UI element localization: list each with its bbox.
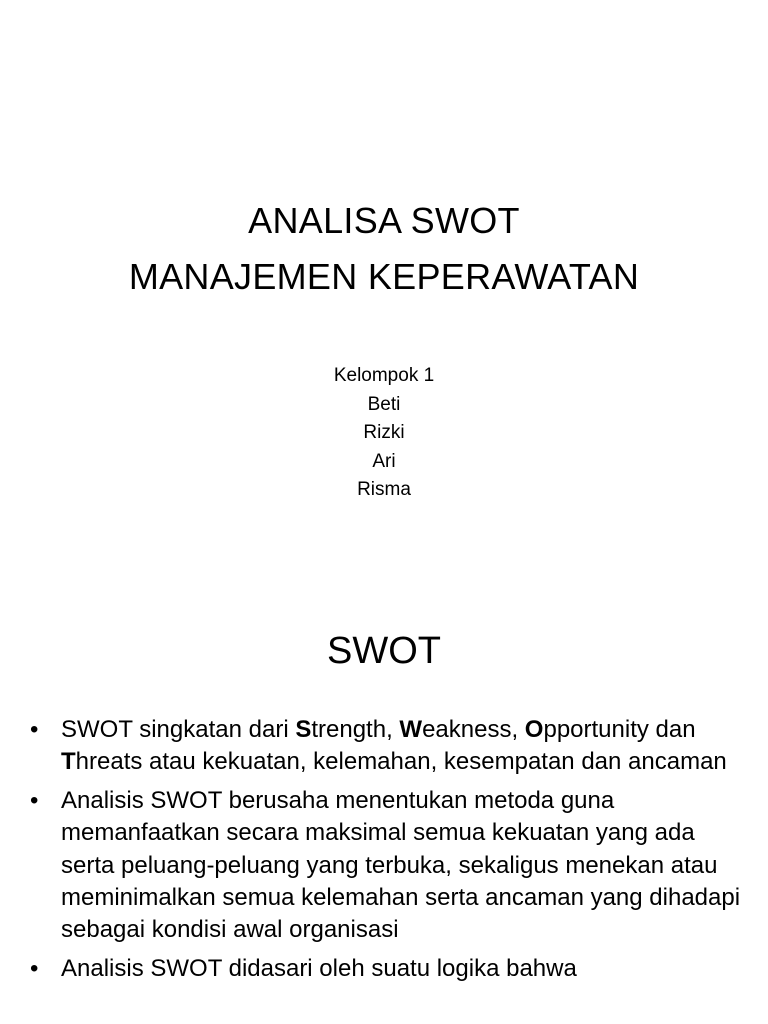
member-name: Ari [372, 450, 396, 472]
group-label: Kelompok 1 [333, 365, 435, 386]
bold-letter: T [61, 748, 76, 776]
slide-subtitle [0, 362, 768, 505]
bold-letter: O [524, 716, 544, 743]
slide-title: SWOT [327, 630, 441, 672]
bullet-item [30, 714, 742, 779]
bullet-text: eakness, [422, 716, 525, 743]
slide-2 [0, 576, 768, 1024]
member-name: Beti [367, 393, 401, 415]
bullet-text: Analisis SWOT didasari oleh suatu logika bahwa [61, 954, 577, 982]
bullet-list [30, 714, 742, 991]
bullet-text: hreats atau kekuatan, kelemahan, kesempatan dan ancaman [75, 748, 727, 776]
bullet-marker: • [30, 954, 39, 982]
bullet-item [30, 953, 742, 985]
bullet-text: SWOT singkatan dari [61, 716, 296, 743]
member-name: Rizki [363, 422, 405, 443]
bold-letter: S [295, 716, 312, 743]
bullet-text: pportunity dan [543, 716, 696, 743]
bullet-marker: • [30, 786, 39, 814]
bullet-marker: • [30, 716, 39, 743]
member-name: Risma [357, 479, 411, 500]
bold-letter: W [399, 716, 423, 743]
title-line-1: ANALISA SWOT [248, 200, 520, 241]
bullet-text: Analisis SWOT berusaha menentukan metoda guna memanfaatkan secara maksimal semua kekuatan yang ada serta peluang-peluang yang terbuka, sekaligus menekan atau meminimalkan semua kelemahan serta ancaman yang dihadapi sebagai kondisi awal organisasi [61, 786, 741, 944]
bullet-item [30, 785, 742, 947]
title-line-2: MANAJEMEN KEPERAWATAN [128, 256, 640, 297]
slide-title [0, 193, 768, 305]
bullet-text: trength, [311, 716, 400, 743]
